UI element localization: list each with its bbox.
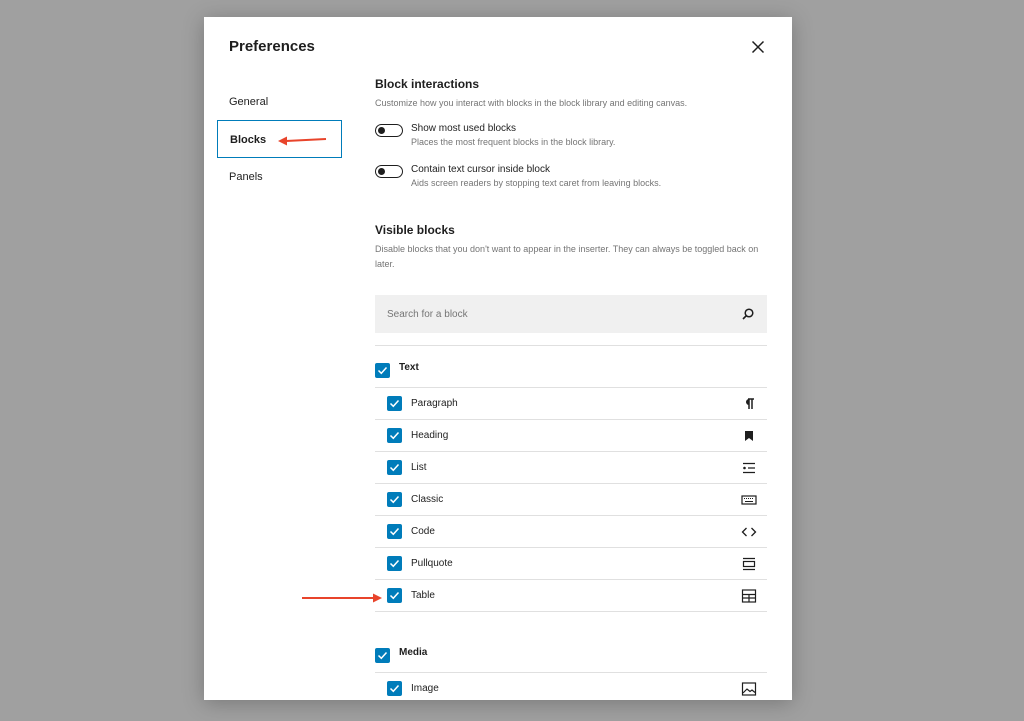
tab-general[interactable]: General	[229, 96, 269, 108]
block-checkbox[interactable]	[387, 588, 402, 603]
category-label: Media	[399, 647, 428, 658]
search-input[interactable]	[387, 295, 727, 333]
toggle-knob	[378, 168, 385, 175]
block-row-list[interactable]	[375, 452, 767, 484]
preferences-modal	[204, 17, 792, 700]
block-checkbox[interactable]	[387, 681, 402, 696]
annotation-arrow-blocks	[276, 133, 328, 147]
contain-cursor-toggle[interactable]	[375, 165, 403, 178]
keyboard-icon	[741, 492, 757, 508]
category-checkbox[interactable]	[375, 363, 390, 378]
block-label: Heading	[411, 430, 449, 441]
table-icon	[741, 588, 757, 604]
code-icon	[741, 524, 757, 540]
toggle-knob	[378, 127, 385, 134]
search-icon[interactable]	[741, 307, 755, 321]
toggle-label: Contain text cursor inside block	[411, 164, 550, 175]
category-label: Text	[399, 362, 419, 373]
divider	[375, 345, 767, 346]
toggle-label: Show most used blocks	[411, 123, 517, 134]
divider	[375, 611, 767, 612]
block-row-code[interactable]	[375, 516, 767, 548]
block-checkbox[interactable]	[387, 524, 402, 539]
tab-blocks[interactable]: Blocks	[217, 120, 342, 158]
visible-blocks-title: Visible blocks	[375, 223, 455, 237]
pullquote-icon	[741, 556, 757, 572]
block-label: Pullquote	[411, 558, 453, 569]
block-checkbox[interactable]	[387, 460, 402, 475]
annotation-arrow-table	[300, 591, 384, 605]
block-interactions-description: Customize how you interact with blocks in the block library and editing canvas.	[375, 98, 688, 108]
block-label: Paragraph	[411, 398, 458, 409]
bookmark-icon	[741, 428, 757, 444]
block-interactions-title: Block interactions	[375, 77, 480, 91]
block-row-classic[interactable]	[375, 484, 767, 516]
toggle-row-contain-cursor[interactable]	[375, 164, 767, 196]
toggle-help: Places the most frequent blocks in the block library.	[411, 137, 616, 147]
close-button[interactable]	[748, 37, 768, 57]
block-checkbox[interactable]	[387, 396, 402, 411]
tab-panels[interactable]: Panels	[229, 171, 263, 183]
toggle-row-most-used[interactable]	[375, 123, 767, 155]
block-label: Code	[411, 526, 435, 537]
block-row-paragraph[interactable]	[375, 388, 767, 420]
category-text[interactable]	[375, 350, 767, 386]
category-media[interactable]	[375, 635, 767, 671]
visible-blocks-description: Disable blocks that you don't want to appear in the inserter. They can always be toggled back on later.	[375, 244, 759, 269]
block-search	[375, 295, 767, 333]
block-row-pullquote[interactable]	[375, 548, 767, 580]
block-row-image[interactable]	[375, 673, 767, 700]
modal-title: Preferences	[229, 38, 315, 55]
close-icon	[748, 37, 768, 57]
list-icon	[741, 460, 757, 476]
block-row-table[interactable]	[375, 580, 767, 612]
block-label: Image	[411, 683, 439, 694]
toggle-help: Aids screen readers by stopping text caret from leaving blocks.	[411, 178, 662, 188]
block-checkbox[interactable]	[387, 428, 402, 443]
category-checkbox[interactable]	[375, 648, 390, 663]
block-label: List	[411, 462, 427, 473]
block-label: Classic	[411, 494, 444, 505]
image-icon	[741, 681, 757, 697]
block-row-heading[interactable]	[375, 420, 767, 452]
most-used-toggle[interactable]	[375, 124, 403, 137]
block-checkbox[interactable]	[387, 556, 402, 571]
paragraph-icon	[741, 396, 757, 412]
block-checkbox[interactable]	[387, 492, 402, 507]
block-label: Table	[411, 590, 435, 601]
